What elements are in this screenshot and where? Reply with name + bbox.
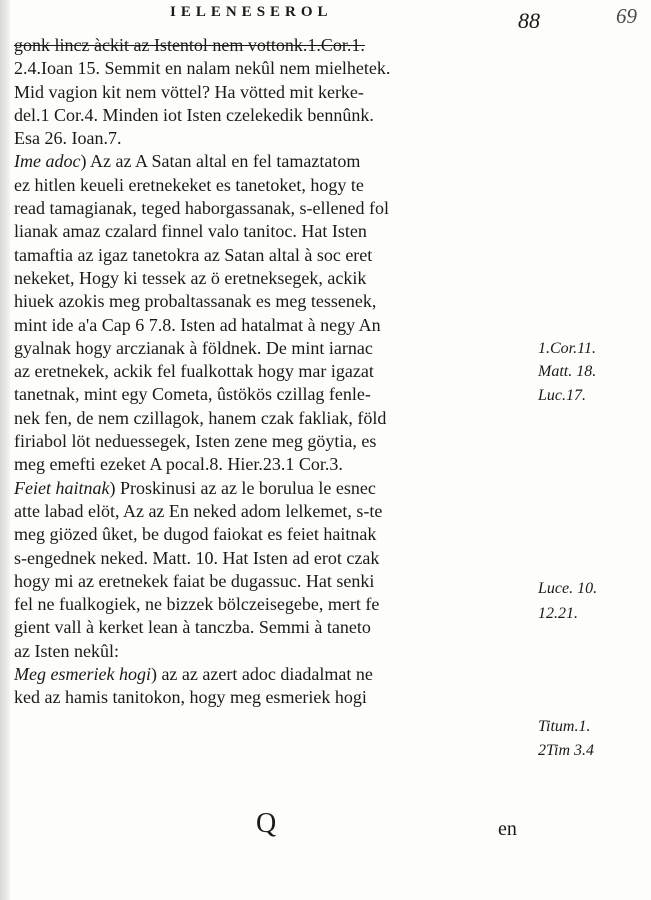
text-line	[14, 174, 534, 197]
line-text: tanetnak, mint egy Cometa, ûstökös czillag fenle-	[14, 384, 371, 405]
text-line	[14, 686, 534, 709]
text-line	[14, 104, 534, 127]
text-line	[14, 150, 534, 173]
line-text: meg emefti ezeket A pocal.8. Hier.23.1 Cor.3.	[14, 454, 343, 475]
text-line	[14, 593, 534, 616]
pencil-folio-number: 69	[616, 4, 637, 28]
line-text: meg giözed ûket, be dugod faiokat es feiet haitnak	[14, 524, 377, 545]
lemma: Feiet haitnak	[14, 477, 110, 498]
text-line	[14, 477, 534, 500]
line-text: Esa 26. Ioan.7.	[14, 128, 122, 149]
line-text: gyalnak hogy arczianak à földnek. De mint iarnac	[14, 337, 373, 358]
marginal-note: 12.21.	[538, 605, 578, 622]
text-line	[14, 500, 534, 523]
line-text: atte labad elöt, Az az En neked adom lelkemet, s-te	[14, 500, 383, 521]
line-text: ) Proskinusi az az le borulua le esnec	[109, 477, 376, 498]
marginal-note: Luc.17.	[538, 387, 586, 404]
line-text: fel ne fualkogiek, ne bizzek bölczeisegebe, mert fe	[14, 594, 380, 615]
lemma: Ime adoc	[14, 151, 81, 172]
marginal-note: Luce. 10.	[538, 580, 598, 597]
line-text: ) az az azert adoc diadalmat ne	[150, 664, 373, 685]
text-line	[14, 197, 534, 220]
lemma: Meg esmeriek hogi	[14, 664, 151, 685]
line-text: ez hitlen keueli eretnekeket es tanetoket, hogy te	[14, 174, 364, 195]
line-text: read tamagianak, teged haborgassanak, s-ellened fol	[14, 198, 390, 219]
line-text: 2.4.Ioan 15. Semmit en nalam nekûl nem mielhetek.	[14, 58, 391, 79]
gutter-shadow	[0, 0, 10, 900]
marginal-note: Matt. 18.	[538, 363, 597, 380]
line-text: s-engednek neked. Matt. 10. Hat Isten ad erot czak	[14, 547, 380, 568]
text-line	[14, 81, 534, 104]
text-line	[14, 523, 534, 546]
text-line	[14, 640, 534, 663]
text-line	[14, 337, 534, 360]
line-text: hogy mi az eretnekek faiat be dugassuc. Hat senki	[14, 570, 375, 591]
line-text: Mid vagion kit nem vöttel? Ha vötted mit kerke-	[14, 81, 364, 102]
text-line	[14, 360, 534, 383]
line-text: mint ide a'a Cap 6 7.8. Isten ad hatalmat à negy An	[14, 314, 381, 335]
line-text: del.1 Cor.4. Minden iot Isten czelekedik bennûnk.	[14, 104, 374, 125]
text-line	[14, 383, 534, 406]
catchword: en	[498, 818, 517, 840]
marginal-note: Titum.1.	[538, 718, 591, 735]
text-line	[14, 290, 534, 313]
line-text: hiuek azokis meg probaltassanak es meg tessenek,	[14, 291, 377, 312]
text-line	[14, 244, 534, 267]
text-line	[14, 220, 534, 243]
line-text: ) Az az A Satan altal en fel tamaztatom	[80, 151, 361, 172]
text-line	[14, 663, 534, 686]
marginal-note: 1.Cor.11.	[538, 340, 596, 357]
line-text: nekeket, Hogy ki tessek az ö eretneksegek, ackik	[14, 267, 367, 288]
signature-mark: Q	[256, 808, 277, 839]
line-text: gient vall à kerket lean à tanczba. Semmi à taneto	[14, 617, 371, 638]
line-text: nek fen, de nem czillagok, hanem czak fakliak, föld	[14, 407, 387, 428]
running-title: IELENESEROL	[170, 4, 333, 20]
text-line	[14, 547, 534, 570]
line-text: ked az hamis tanitokon, hogy meg esmeriek hogi	[14, 687, 367, 708]
line-text: lianak amaz czalard finnel valo tanitoc. Hat Isten	[14, 221, 367, 242]
text-line	[14, 267, 534, 290]
line-text: gonk lincz àckit az Istentol nem vottonk.1.Cor.1.	[14, 35, 365, 55]
folio-number: 88	[518, 8, 540, 33]
text-line	[14, 430, 534, 453]
text-line	[14, 57, 534, 80]
marginal-note: 2Tim 3.4	[538, 742, 595, 759]
text-line	[14, 570, 534, 593]
text-line	[14, 127, 534, 150]
line-text: az Isten nekûl:	[14, 640, 119, 661]
text-line	[14, 34, 534, 57]
line-text: az eretnekek, ackik fel fualkottak hogy mar igazat	[14, 361, 374, 382]
text-line	[14, 453, 534, 476]
text-block	[14, 34, 534, 710]
text-line	[14, 314, 534, 337]
line-text: firiabol löt neduessegek, Isten zene meg göytia, es	[14, 431, 377, 452]
line-text: tamaftia az igaz tanetokra az Satan altal à soc eret	[14, 244, 373, 265]
text-line	[14, 407, 534, 430]
text-line	[14, 616, 534, 639]
